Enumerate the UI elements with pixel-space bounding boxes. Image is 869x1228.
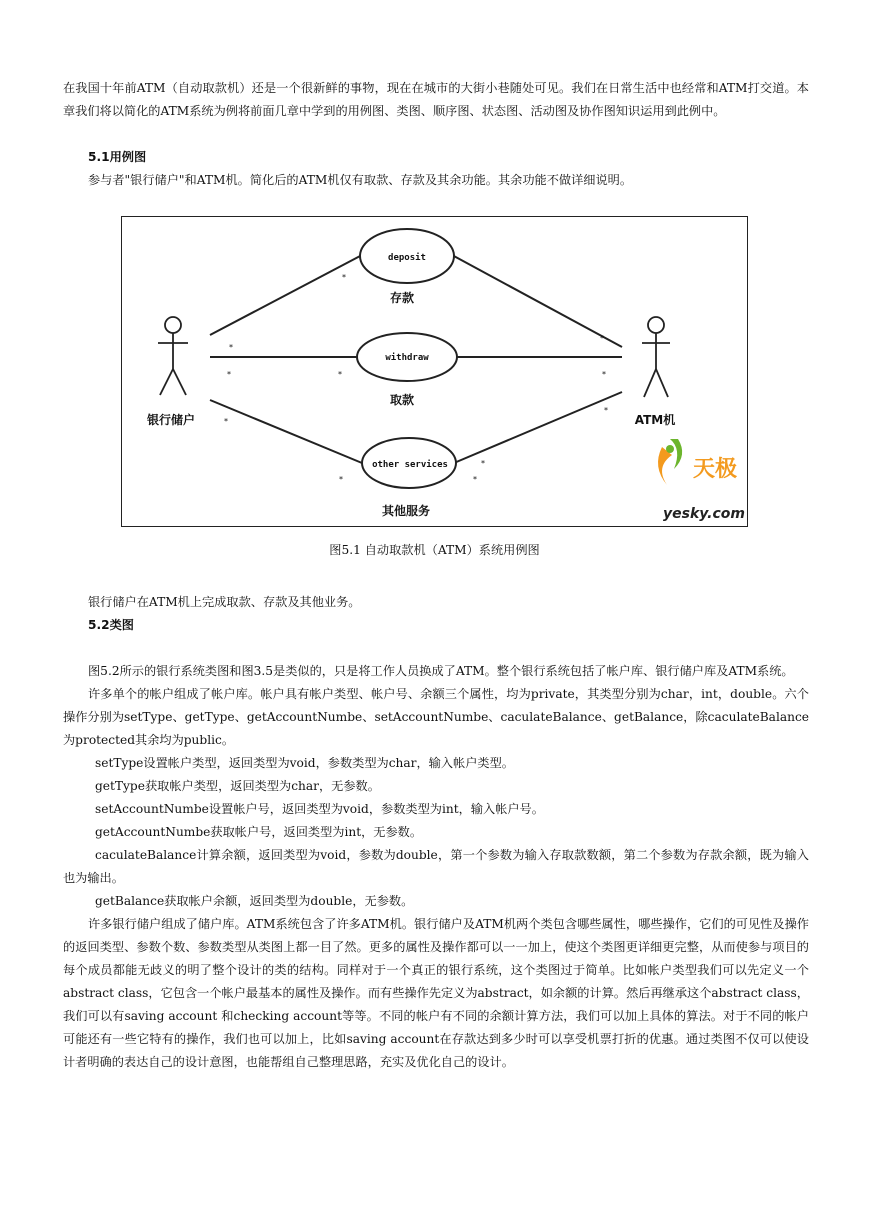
- mult-11: *: [473, 475, 477, 484]
- document-body: [63, 77, 809, 123]
- op-item: caculateBalance计算余额，返回类型为void，参数为double，第一个参数为输入存取款数额，第二个参数为存款余额，既为输入也为输出。: [63, 848, 809, 885]
- op-item: getAccountNumbe获取帐户号，返回类型为int，无参数。: [95, 825, 423, 839]
- usecase-withdraw-label: 取款: [389, 393, 415, 407]
- op-item: getBalance获取帐户余额，返回类型为double，无参数。: [95, 894, 414, 908]
- intro-paragraph: 在我国十年前ATM（自动取款机）还是一个很新鲜的事物，现在在城市的大街小巷随处可见。我们在日常生活中也经常和ATM打交道。本章我们将以简化的ATM系统为例将前面几章中学到的用例图、类图、顺序图、状态图、活动图及协作图知识运用到此例中。: [63, 81, 809, 118]
- class-para-1: 图5.2所示的银行系统类图和图3.5是类似的，只是将工作人员换成了ATM。整个银行系统包括了帐户库、银行储户库及ATM系统。: [88, 664, 794, 678]
- actor-left-label: 银行储户: [146, 413, 196, 427]
- usecase-deposit-label: 存款: [389, 291, 415, 305]
- usecase-other-name: other services: [372, 460, 448, 470]
- section-5-2: [63, 591, 809, 1074]
- mult-10: *: [339, 475, 343, 484]
- actor-right-figure: [642, 317, 670, 397]
- mult-4: *: [227, 370, 231, 379]
- assoc-other-right: [454, 392, 622, 463]
- class-para-3: 许多银行储户组成了储户库。ATM系统包含了许多ATM机。银行储户及ATM机两个类包含哪些属性，哪些操作，它们的可见性及操作的返回类型、参数个数、参数类型从类图上都一目了然。更多的属性及操作都可以一一加上，使这个类图更详细更完整，从而使参与项目的每个成员都能无歧义的明了整个设计的类的结构。同样对于一个真正的银行系统，这个类图过于简单。比如帐户类型我们可以先定义一个abstract class，它包含一个帐户最基本的属性及操作。而有些操作先定义为abstract，如余额的计算。然后再继承这个abstract class，我们可以有saving account 和checking account等等。不同的帐户有不同的余额计算方法，我们可以加上具体的算法。对于不同的帐户可能还有一些它特有的操作，我们也可以加上，比如saving account在存款达到多少时可以享受机票打折的优惠。通过类图不仅可以使设计者明确的表达自己的设计意图，也能帮组自己整理思路，充实及优化自己的设计。: [63, 917, 809, 1069]
- section-heading-usecase: 5.1用例图: [88, 150, 147, 164]
- logo-cn: 天极: [692, 457, 738, 482]
- mult-7: *: [224, 417, 228, 426]
- mult-2: *: [600, 334, 604, 343]
- op-item: setAccountNumbe设置帐户号，返回类型为void，参数类型为int，输入帐户号。: [95, 802, 544, 816]
- op-item: setType设置帐户类型，返回类型为void，参数类型为char，输入帐户类型。: [95, 756, 514, 770]
- logo-url: yesky.com: [663, 506, 745, 522]
- mult-1: *: [342, 273, 346, 282]
- mult-9: *: [481, 459, 485, 468]
- assoc-left-deposit: [210, 255, 362, 335]
- class-para-2: 许多单个的帐户组成了帐户库。帐户具有帐户类型、帐户号、余额三个属性，均为private，其类型分别为char，int，double。六个操作分别为setType、getType、getAccountNumbe、setAccountNumbe、caculateBalance、getBalance，除caculateBalance为protected其余均为public。: [63, 687, 809, 747]
- after-figure-text: 银行储户在ATM机上完成取款、存款及其他业务。: [88, 595, 361, 609]
- usecase-other-label: 其他服务: [381, 504, 431, 518]
- mult-5: *: [338, 370, 342, 379]
- actor-right-label: ATM机: [634, 413, 676, 427]
- usecase-diagram-svg: [122, 217, 749, 528]
- mult-8: *: [604, 406, 608, 415]
- assoc-deposit-right: [452, 255, 622, 347]
- yesky-logo: [658, 439, 745, 522]
- usecase-deposit-name: deposit: [388, 253, 426, 263]
- usecase-diagram: [121, 216, 748, 527]
- usecase-withdraw-name: withdraw: [385, 353, 429, 363]
- actor-left-figure: [158, 317, 188, 395]
- mult-3: *: [229, 343, 233, 352]
- assoc-left-other: [210, 400, 362, 463]
- section-5-1: [63, 146, 809, 192]
- section-5-1-text: 参与者"银行储户"和ATM机。简化后的ATM机仅有取款、存款及其余功能。其余功能不做详细说明。: [88, 173, 633, 187]
- section-heading-class: 5.2类图: [88, 618, 134, 632]
- figure-caption: 图5.1 自动取款机（ATM）系统用例图: [329, 543, 540, 557]
- mult-6: *: [602, 370, 606, 379]
- op-item: getType获取帐户类型，返回类型为char，无参数。: [95, 779, 380, 793]
